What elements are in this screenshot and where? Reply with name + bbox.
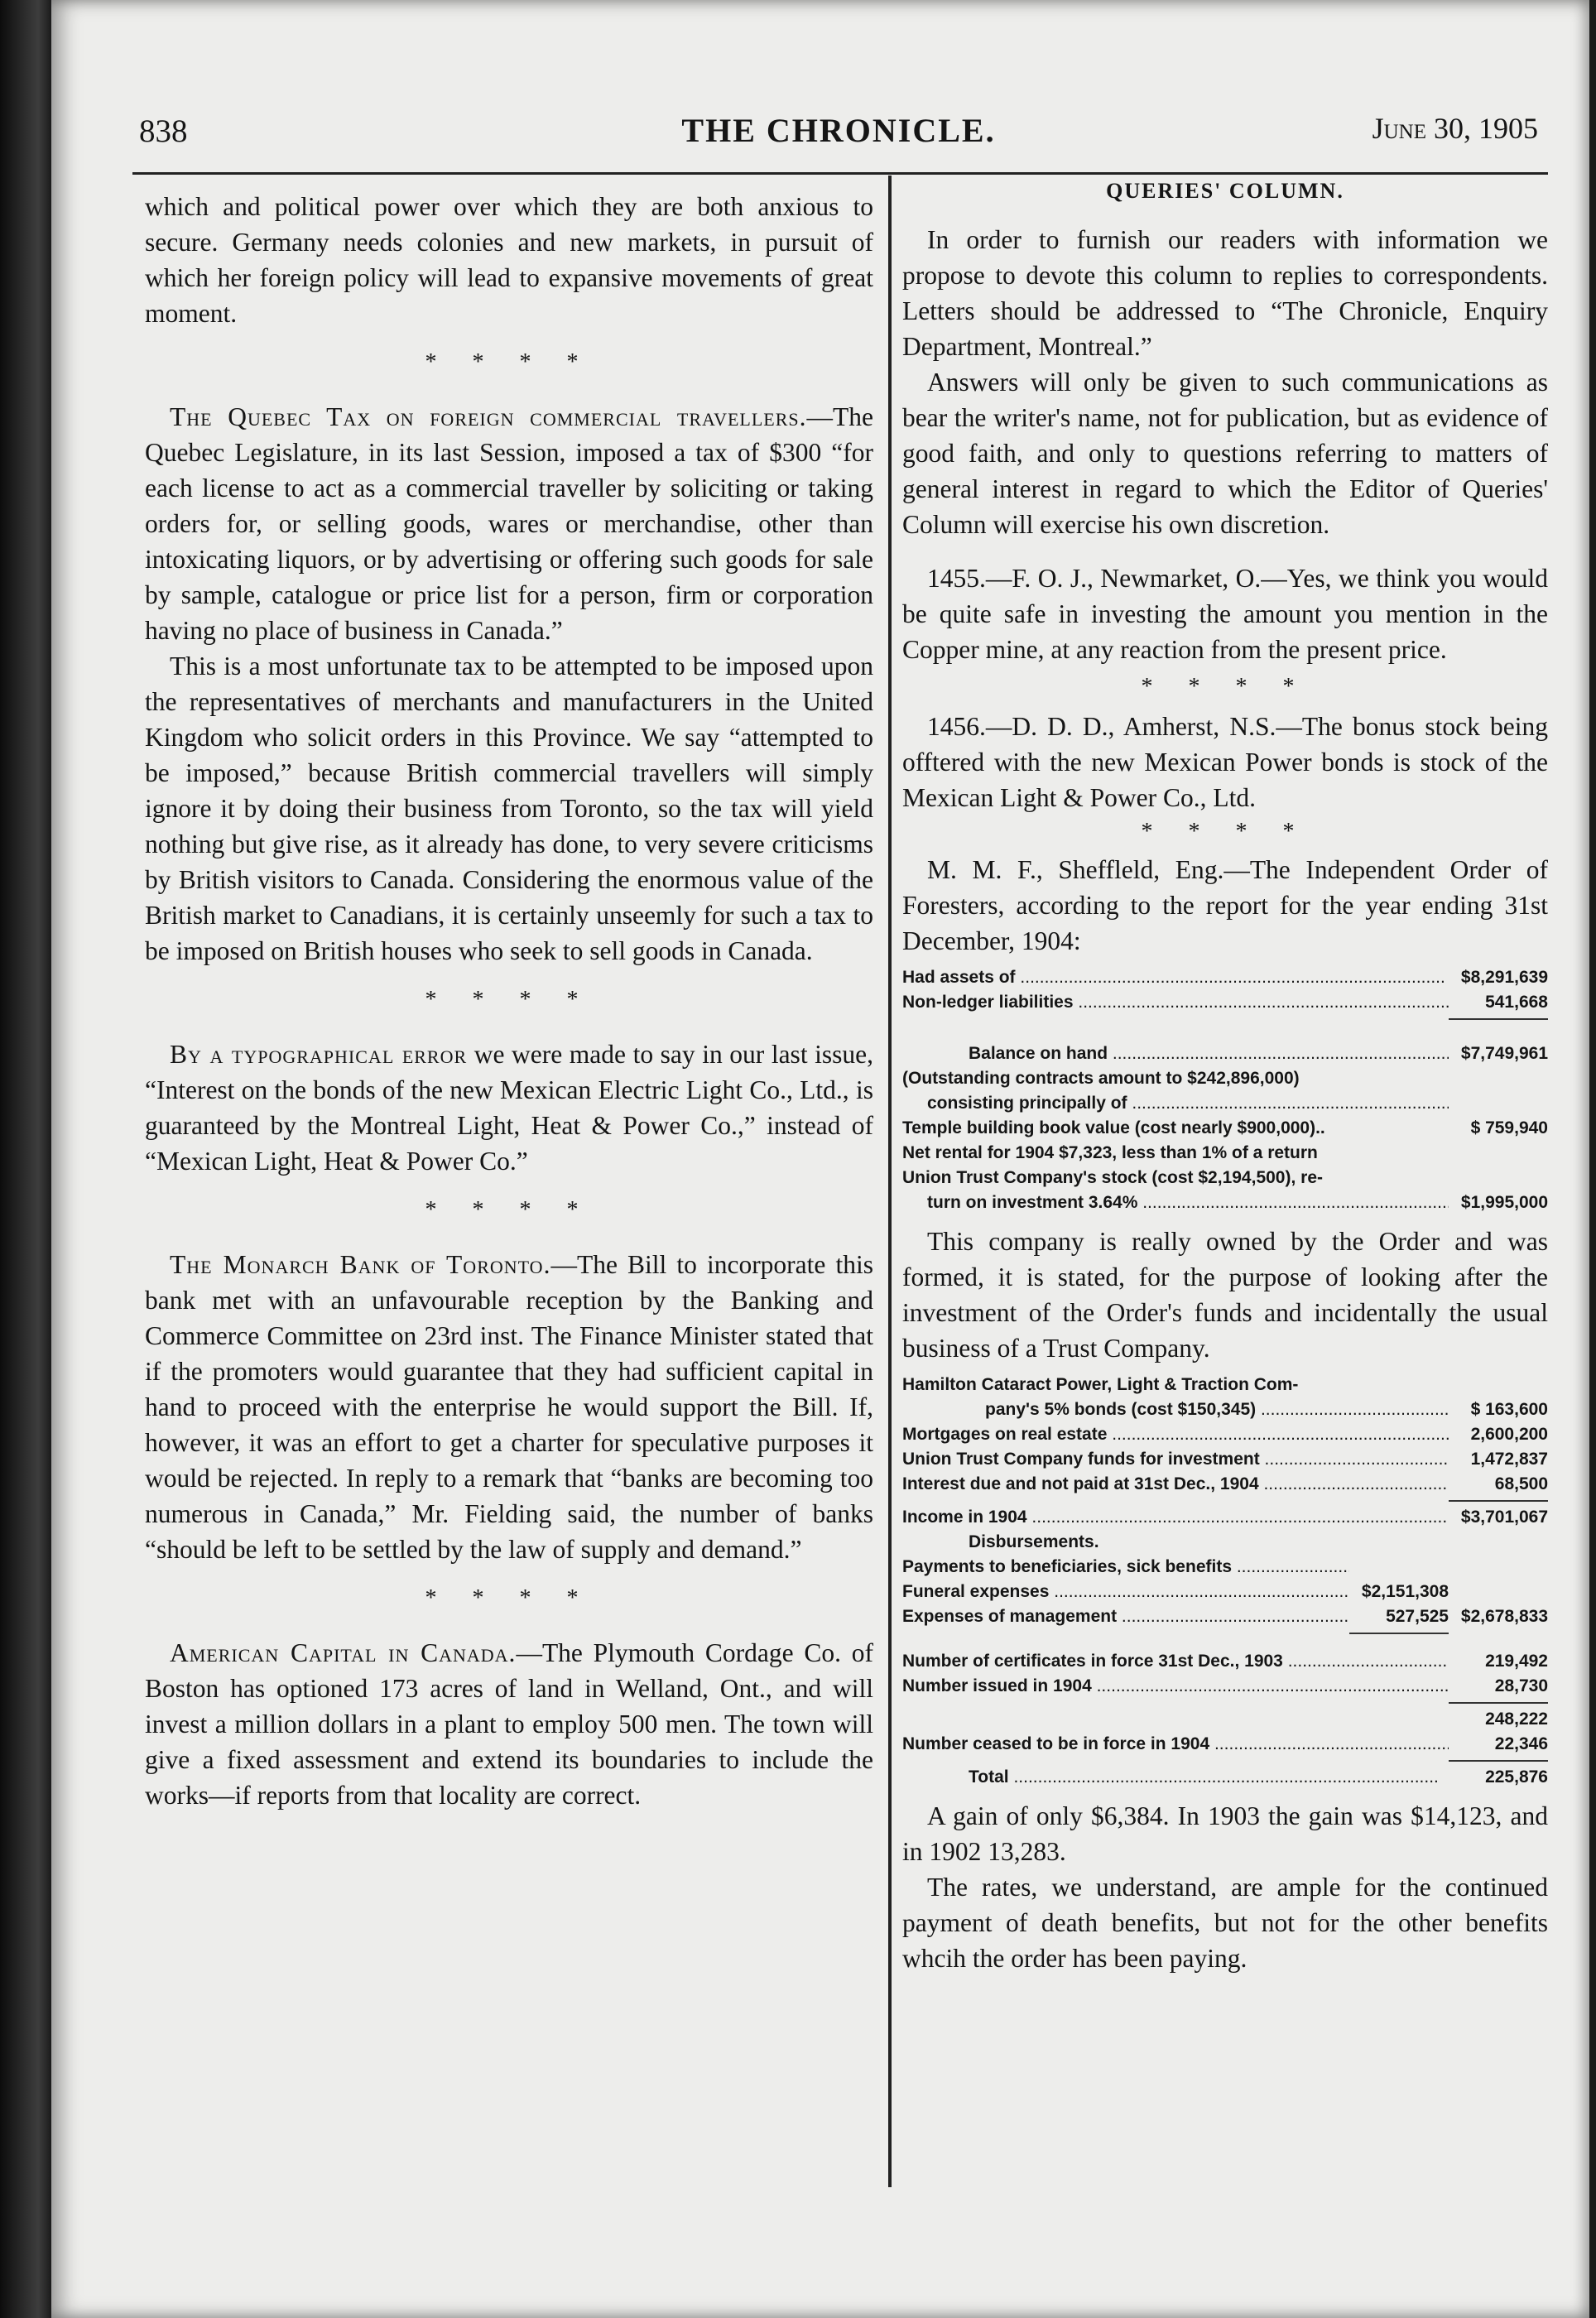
fin-label: Net rental for 1904 $7,323, less than 1% of a return xyxy=(902,1143,1318,1162)
company-paragraph: This company is really owned by the Order and was formed, it is stated, for the purpose of looking after the investment of the Order's funds and incidentally the usual business of a Trust Company. xyxy=(902,1227,1548,1363)
fin-row xyxy=(902,1141,1548,1166)
fin-row xyxy=(902,965,1548,990)
sum-rule xyxy=(1449,1760,1548,1762)
section-separator: * * * * xyxy=(425,1197,594,1223)
fin-label: Had assets of ..... xyxy=(902,965,1449,990)
fin-row xyxy=(902,1505,1548,1530)
fin-row xyxy=(902,1580,1548,1604)
fin-value: 68,500 xyxy=(1494,1474,1548,1493)
queries-intro: In order to furnish our readers with information we propose to devote this column to replies to correspondents. Letters should be addressed to “The Chronicle, Enquiry Department, Montreal.” xyxy=(902,225,1548,361)
article-monarch-bank xyxy=(145,1247,873,1567)
fin-row xyxy=(902,1066,1548,1091)
fin-label: Expenses of management ..... xyxy=(902,1604,1349,1629)
fin-label: Temple building book value (cost nearly $900,000).. xyxy=(902,1118,1325,1137)
fin-value: 541,668 xyxy=(1485,993,1548,1012)
fin-value: 22,346 xyxy=(1494,1734,1548,1753)
fin-value: $ 759,940 xyxy=(1470,1118,1548,1137)
fin-row xyxy=(902,1190,1548,1215)
fin-label: Number ceased to be in force in 1904 ..... xyxy=(902,1732,1449,1757)
gain-paragraph: A gain of only $6,384. In 1903 the gain was $14,123, and in 1902 13,283. xyxy=(902,1801,1548,1866)
article-heading: The Monarch Bank of Toronto. xyxy=(170,1250,551,1279)
sum-rule xyxy=(1449,1018,1548,1020)
sum-rule xyxy=(1449,1702,1548,1704)
fin-label: (Outstanding contracts amount to $242,896,000) xyxy=(902,1069,1300,1088)
fin-row xyxy=(902,1674,1548,1699)
page-number: 838 xyxy=(139,113,188,149)
fin-label: Number of certificates in force 31st Dec., 1903 ..... xyxy=(902,1649,1449,1674)
article-body: we were made to say in our last issue, “Interest on the bonds of the new Mexican Electric Light Co., Ltd., is guaranteed by the Montreal Light, Heat & Power Co.,” instead of “Mexican Light, Heat & Power Co.” xyxy=(145,1040,874,1176)
fin-row xyxy=(902,1447,1548,1472)
right-column xyxy=(902,179,1548,1976)
fin-value: $3,701,067 xyxy=(1460,1508,1548,1527)
fin-row xyxy=(902,1732,1548,1757)
fin-row xyxy=(902,1707,1548,1732)
issue-date: June 30, 1905 xyxy=(1372,112,1538,145)
article-quebec-tax xyxy=(145,399,873,648)
fin-label: Disbursements. xyxy=(969,1532,1099,1551)
financial-statement-assets xyxy=(902,965,1548,1215)
fin-value: $2,151,308 xyxy=(1361,1582,1449,1601)
fin-row xyxy=(902,1373,1548,1397)
fin-value: 225,876 xyxy=(1485,1767,1548,1787)
fin-row xyxy=(902,1649,1548,1674)
fin-value: 248,222 xyxy=(1485,1710,1548,1729)
section-separator: * * * * xyxy=(425,349,594,375)
queries-rules: Answers will only be given to such communications as bear the writer's name, not for publication, but as evidence of good faith, and only to questions referring to matters of general interest in regard to which the Editor of Queries' Column will exercise his own discretion. xyxy=(902,368,1548,539)
fin-label: Hamilton Cataract Power, Light & Traction Com- xyxy=(902,1375,1299,1394)
fin-label: Payments to beneficiaries, sick benefits ..... xyxy=(902,1555,1349,1580)
article-heading: By a typographical error xyxy=(170,1040,468,1069)
fin-label: Union Trust Company funds for investment ..... xyxy=(902,1447,1449,1472)
fin-row xyxy=(902,1765,1548,1790)
rates-paragraph: The rates, we understand, are ample for the continued payment of death benefits, but not for the other benefits whcih the order has been paying. xyxy=(902,1873,1548,1973)
fin-row xyxy=(902,1472,1548,1497)
sum-rule xyxy=(1349,1633,1449,1634)
fin-label: consisting principally of ..... xyxy=(902,1091,1449,1116)
column-divider xyxy=(888,176,892,2187)
header-rule xyxy=(132,172,1548,175)
fin-row xyxy=(902,1397,1548,1422)
article-heading: The Quebec Tax on foreign commercial travellers. xyxy=(170,402,807,431)
fin-value: 1,472,837 xyxy=(1470,1450,1548,1469)
fin-value: 28,730 xyxy=(1494,1676,1548,1695)
fin-value: $ 163,600 xyxy=(1470,1400,1548,1419)
section-separator: * * * * xyxy=(1141,819,1310,844)
fin-value: 2,600,200 xyxy=(1470,1425,1548,1444)
fin-row xyxy=(902,1422,1548,1447)
section-separator: * * * * xyxy=(425,987,594,1012)
publication-title: THE CHRONICLE. xyxy=(681,112,996,149)
fin-value: $7,749,961 xyxy=(1460,1044,1548,1063)
fin-label: Funeral expenses ..... xyxy=(902,1580,1349,1604)
fin-label: Income in 1904 ..... xyxy=(902,1505,1449,1530)
query-mmf: M. M. F., Sheffleld, Eng.—The Independent Order of Foresters, according to the report for the year ending 31st December, 1904: xyxy=(902,855,1548,955)
query-1455: 1455.—F. O. J., Newmarket, O.—Yes, we think you would be quite safe in investing the amount you mention in the Copper mine, at any reaction from the present price. xyxy=(902,564,1548,664)
page-header xyxy=(139,106,1538,156)
fin-row xyxy=(902,990,1548,1015)
fin-label: Mortgages on real estate ..... xyxy=(902,1422,1449,1447)
fin-label: Interest due and not paid at 31st Dec., 1904 ..... xyxy=(902,1472,1449,1497)
financial-statement-investments xyxy=(902,1373,1548,1790)
fin-row xyxy=(902,1116,1548,1141)
fin-label: Union Trust Company's stock (cost $2,194,500), re- xyxy=(902,1168,1323,1187)
article-body: —The Quebec Legislature, in its last Session, imposed a tax of $300 “for each license to act as a commercial traveller by soliciting or taking orders for, or selling goods, wares or merchandise, other than intoxicating liquors, or by advertising or offering such goods for sale by sample, catalogue or price list for a person, firm or corporation having no place of business in Canada.” xyxy=(145,402,873,645)
article-body: —The Bill to incorporate this bank met with an unfavourable reception by the Banking and Commerce Committee on 23rd inst. The Finance Minister stated that if the promoters would guarantee that they had sufficient capital in hand to proceed with the enterprise he would support the Bill. If, however, it was an effort to get a charter for speculative purposes it would be rejected. In reply to a remark that “banks are becoming too numerous in Canada,” Mr. Fielding said, the number of banks “should be left to be settled by the law of supply and demand.” xyxy=(145,1250,873,1564)
fin-row xyxy=(902,1530,1548,1555)
fin-value: $8,291,639 xyxy=(1460,968,1548,987)
article-typo-error xyxy=(145,1036,873,1179)
article-body: —The Plymouth Cordage Co. of Boston has optioned 173 acres of land in Welland, Ont., and will invest a million dollars in a plant to employ 500 men. The town will give a fixed assessment and extend its boundaries to include the works—if reports from that locality are correct. xyxy=(145,1638,873,1810)
fin-row xyxy=(902,1555,1548,1580)
continued-paragraph: which and political power over which they are both anxious to secure. Germany needs colonies and new markets, in pursuit of which her foreign policy will lead to expansive movements of great moment. xyxy=(145,192,873,328)
fin-value: 219,492 xyxy=(1485,1652,1548,1671)
fin-row xyxy=(902,1041,1548,1066)
fin-row xyxy=(902,1604,1548,1629)
query-1456: 1456.—D. D. D., Amherst, N.S.—The bonus stock being offtered with the new Mexican Power bonds is stock of the Mexican Light & Power Co., Ltd. xyxy=(902,712,1548,812)
section-separator: * * * * xyxy=(1141,674,1310,700)
sum-rule xyxy=(1449,1500,1548,1502)
article-quebec-tax-p2: This is a most unfortunate tax to be attempted to be imposed upon the representatives of merchants and manufacturers in the United Kingdom who solicit orders in this Province. We say “attempted to be imposed,” because British commercial travellers will simply ignore it by doing their business from Toronto, so the tax will yield nothing but give rise, as it already has done, to very severe criticisms by British visitors to Canada. Considering the enormous value of the British market to Canadians, it is certainly unseemly for such a tax to be imposed on British houses who seek to sell goods in Canada. xyxy=(145,652,873,965)
fin-label: Total ..... xyxy=(902,1765,1449,1790)
section-separator: * * * * xyxy=(425,1585,594,1611)
article-heading: American Capital in Canada. xyxy=(170,1638,517,1667)
fin-label: Non-ledger liabilities ..... xyxy=(902,990,1449,1015)
article-american-capital xyxy=(145,1635,873,1813)
queries-column-title: QUERIES' COLUMN. xyxy=(1106,179,1344,203)
fin-row xyxy=(902,1166,1548,1190)
fin-value: $2,678,833 xyxy=(1460,1607,1548,1626)
fin-value: $1,995,000 xyxy=(1460,1193,1548,1212)
book-binding xyxy=(0,0,51,2318)
fin-row xyxy=(902,1091,1548,1116)
fin-label: turn on investment 3.64% ..... xyxy=(902,1190,1449,1215)
fin-label: pany's 5% bonds (cost $150,345) ..... xyxy=(902,1397,1449,1422)
fin-value: 527,525 xyxy=(1386,1607,1449,1626)
fin-label: Number issued in 1904 ..... xyxy=(902,1674,1449,1699)
left-column xyxy=(145,189,873,1813)
fin-label: Balance on hand ..... xyxy=(902,1041,1449,1066)
